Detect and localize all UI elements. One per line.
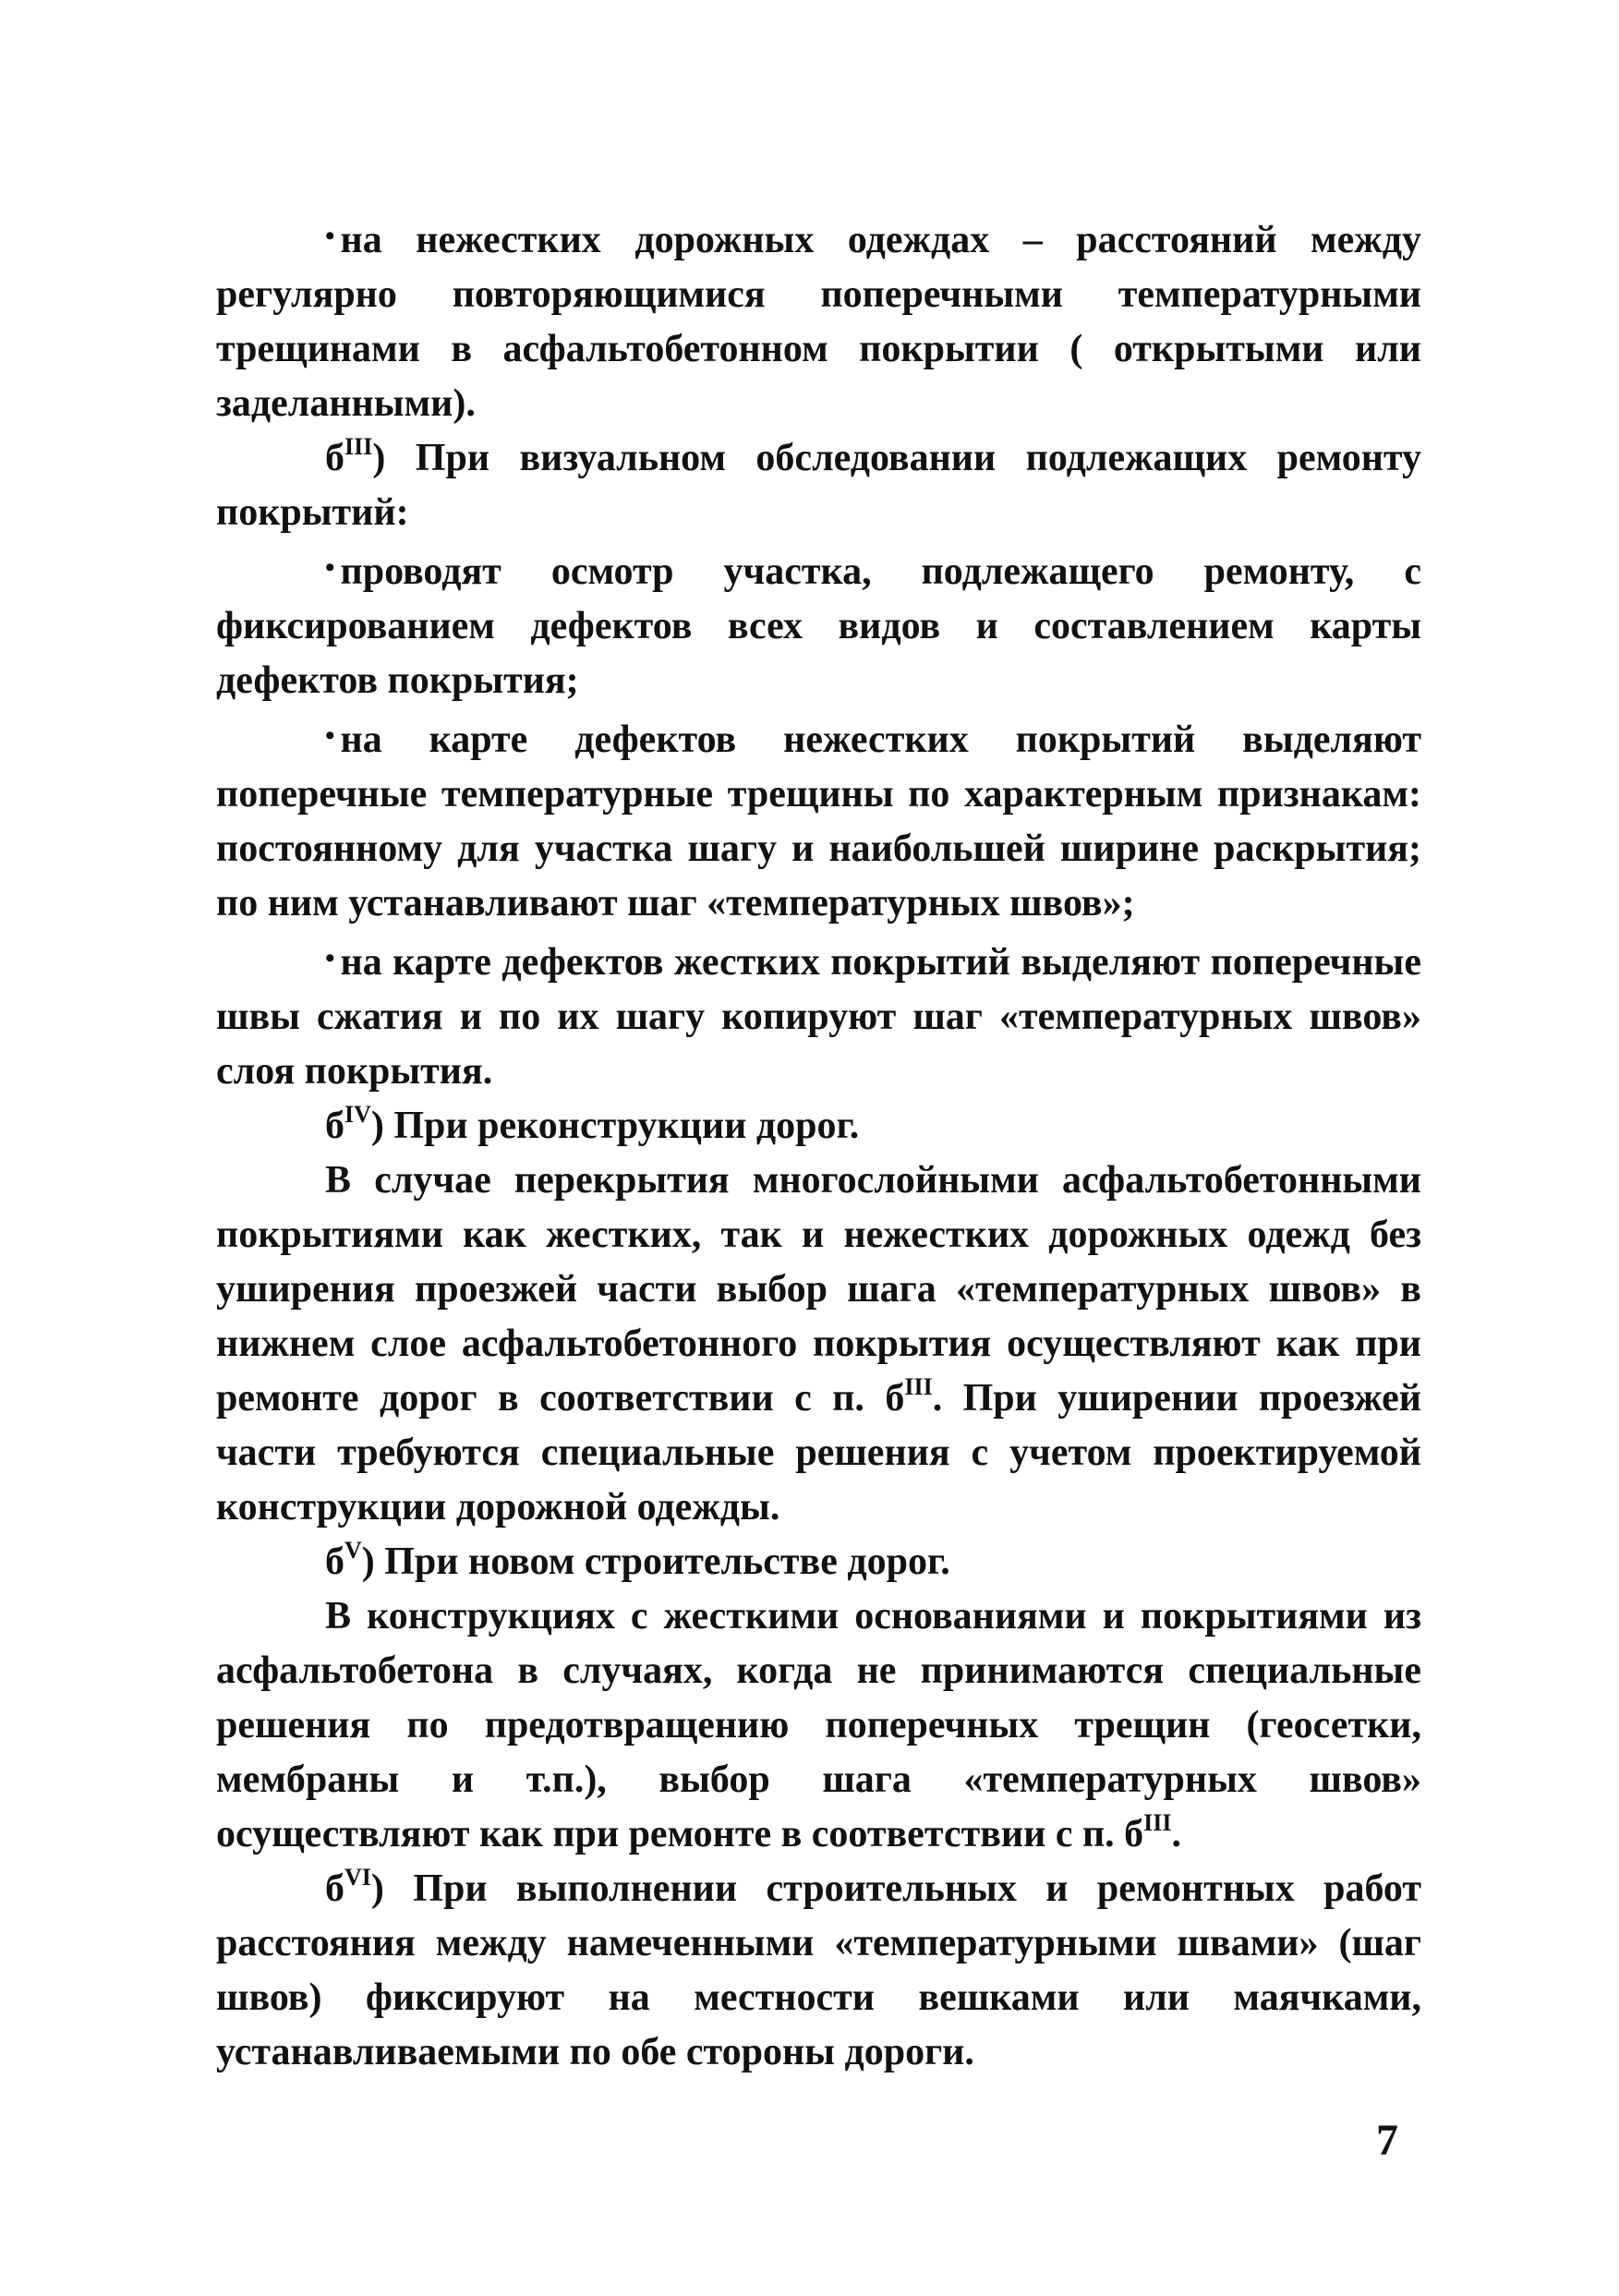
section-b3-heading: $б^{III}$) При визуальном обследовании подлежащих ремонту покрытий: [216, 433, 1421, 534]
bullet-icon: • [325, 943, 335, 973]
bullet-icon: • [325, 720, 335, 751]
section-b5-heading: $б^V$) При новом строительстве дорог. [325, 1537, 950, 1583]
page-number: 7 [1376, 2116, 1398, 2165]
section-b4-heading: $б^{IV}$) При реконструкции дорог. [325, 1101, 860, 1147]
paragraph-reconstruction: В случае перекрытия многослойными асфальтобетонными покрытиями как жестких, так и нежестких дорожных одежд без уширения проезжей части выбор шага «температурных швов» в нижнем слое асфальтобетонного покрытия осуществляют как при ремонте дорог в соответствии с п. $б^{III}$. При уширении проезжей части требуются специальные решения с учетом проектируемой конструкции дорожной одежды. [216, 1159, 1422, 1529]
section-b6-paragraph: $б^{VI}$) При выполнении строительных и ремонтных работ расстояния между намеченными «температурными швами» (шаг швов) фиксируют на местности вешками или маячками, устанавливаемыми по обе стороны дороги. [216, 1864, 1421, 2073]
bullet-paragraph-inspection: • проводят осмотр участка, подлежащего ремонту, с фиксированием дефектов всех видов и составлением карты дефектов покрытия; [216, 550, 1421, 702]
bullet-icon: • [325, 552, 335, 583]
bullet-paragraph-rigid-map: • на карте дефектов жестких покрытий выделяют поперечные швы сжатия и по их шагу копируют шаг «температурных швов» слоя покрытия. [216, 941, 1421, 1093]
bullet-icon: • [325, 221, 335, 251]
bullet-paragraph-nonrigid-map: • на карте дефектов нежестких покрытий выделяют поперечные температурные трещины по характерным признакам: постоянному для участка шагу и наибольшей ширине раскрытия; по ним устанавливают шаг «температурных швов»; [216, 719, 1421, 924]
paragraph-new-construction: В конструкциях с жесткими основаниями и покрытиями из асфальтобетона в случаях, когда не принимаются специальные решения по предотвращению поперечных трещин (геосетки, мембраны и т.п.), выбор шага «температурных швов» осуществляют как при ремонте в соответствии с п. $б^{III}$. [216, 1595, 1421, 1855]
body-text [216, 209, 1421, 2080]
bullet-paragraph-nonrigid: • на нежестких дорожных одеждах – расстояний между регулярно повторяющимися поперечными температурными трещинами в асфальтобетонном покрытии ( открытыми или заделанными). [216, 219, 1421, 425]
